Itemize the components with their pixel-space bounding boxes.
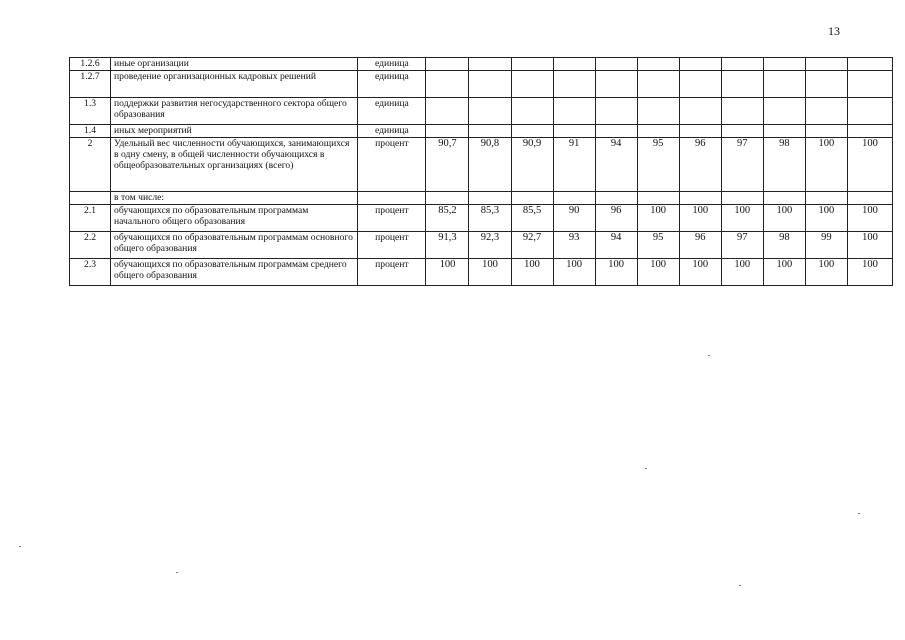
value-cell (426, 125, 469, 138)
scan-speck (19, 546, 21, 547)
scan-speck (858, 513, 860, 514)
value-cell (469, 58, 511, 71)
value-cell: 100 (511, 259, 553, 286)
value-cell: 93 (553, 232, 595, 259)
value-cell (847, 125, 892, 138)
value-cell: 100 (679, 205, 721, 232)
value-cell (469, 125, 511, 138)
row-number: 1.2.6 (70, 58, 111, 71)
value-cell (847, 98, 892, 125)
value-cell (511, 58, 553, 71)
row-number: 1.3 (70, 98, 111, 125)
row-number: 2.1 (70, 205, 111, 232)
value-cell (763, 98, 805, 125)
scan-speck (708, 355, 710, 356)
value-cell (763, 192, 805, 205)
value-cell: 94 (595, 232, 637, 259)
value-cell (679, 98, 721, 125)
unit-of-measure: процент (358, 232, 426, 259)
value-cell: 96 (679, 138, 721, 192)
value-cell: 85,5 (511, 205, 553, 232)
value-cell (721, 192, 763, 205)
indicator-name: в том числе: (111, 192, 358, 205)
table-row (70, 192, 893, 205)
indicator-name: обучающихся по образовательным программам начального общего образования (111, 205, 358, 232)
scan-speck (739, 585, 741, 586)
value-cell (426, 71, 469, 98)
value-cell: 97 (721, 138, 763, 192)
indicators-table (69, 57, 893, 286)
value-cell (511, 192, 553, 205)
value-cell: 90,7 (426, 138, 469, 192)
value-cell: 100 (805, 138, 847, 192)
value-cell (511, 125, 553, 138)
value-cell: 98 (763, 138, 805, 192)
value-cell (595, 125, 637, 138)
value-cell: 100 (847, 138, 892, 192)
value-cell: 100 (763, 205, 805, 232)
value-cell: 100 (637, 259, 679, 286)
value-cell (805, 71, 847, 98)
value-cell (595, 58, 637, 71)
unit-of-measure: единица (358, 98, 426, 125)
unit-of-measure: единица (358, 125, 426, 138)
page-number: 13 (828, 24, 840, 38)
unit-of-measure: единица (358, 71, 426, 98)
value-cell (426, 98, 469, 125)
value-cell: 90 (553, 205, 595, 232)
value-cell: 100 (805, 205, 847, 232)
value-cell: 92,7 (511, 232, 553, 259)
value-cell (847, 192, 892, 205)
value-cell (679, 125, 721, 138)
value-cell (763, 58, 805, 71)
value-cell: 90,9 (511, 138, 553, 192)
table-row (70, 259, 893, 286)
value-cell (721, 98, 763, 125)
unit-of-measure (358, 192, 426, 205)
value-cell (595, 71, 637, 98)
value-cell (847, 58, 892, 71)
value-cell (805, 192, 847, 205)
value-cell: 96 (679, 232, 721, 259)
value-cell (847, 71, 892, 98)
scan-speck (176, 572, 178, 573)
table-row (70, 58, 893, 71)
unit-of-measure: единица (358, 58, 426, 71)
table-row (70, 205, 893, 232)
unit-of-measure: процент (358, 205, 426, 232)
value-cell: 100 (553, 259, 595, 286)
value-cell (679, 192, 721, 205)
indicator-name: поддержки развития негосударственного сектора общего образования (111, 98, 358, 125)
value-cell: 100 (847, 259, 892, 286)
unit-of-measure: процент (358, 138, 426, 192)
value-cell (553, 192, 595, 205)
value-cell: 85,2 (426, 205, 469, 232)
row-number: 2.2 (70, 232, 111, 259)
value-cell (426, 58, 469, 71)
value-cell (469, 192, 511, 205)
value-cell: 95 (637, 232, 679, 259)
value-cell (469, 71, 511, 98)
value-cell: 100 (721, 259, 763, 286)
value-cell (805, 98, 847, 125)
value-cell (763, 71, 805, 98)
indicator-name: обучающихся по образовательным программам основного общего образования (111, 232, 358, 259)
row-number: 1.2.7 (70, 71, 111, 98)
value-cell (553, 58, 595, 71)
value-cell (679, 58, 721, 71)
value-cell: 100 (847, 232, 892, 259)
value-cell: 100 (637, 205, 679, 232)
value-cell: 100 (595, 259, 637, 286)
value-cell (805, 58, 847, 71)
table-row (70, 125, 893, 138)
value-cell (721, 125, 763, 138)
table-row (70, 138, 893, 192)
table-row (70, 232, 893, 259)
value-cell (469, 98, 511, 125)
value-cell (595, 98, 637, 125)
row-number: 1.4 (70, 125, 111, 138)
value-cell: 99 (805, 232, 847, 259)
value-cell: 100 (763, 259, 805, 286)
table-row (70, 98, 893, 125)
table-row (70, 71, 893, 98)
value-cell: 100 (426, 259, 469, 286)
value-cell: 95 (637, 138, 679, 192)
unit-of-measure: процент (358, 259, 426, 286)
value-cell (805, 125, 847, 138)
value-cell (553, 71, 595, 98)
value-cell: 100 (721, 205, 763, 232)
value-cell (721, 58, 763, 71)
indicator-name: иных мероприятий (111, 125, 358, 138)
row-number: 2.3 (70, 259, 111, 286)
value-cell: 100 (679, 259, 721, 286)
value-cell (763, 125, 805, 138)
value-cell: 100 (805, 259, 847, 286)
value-cell (637, 98, 679, 125)
value-cell: 85,3 (469, 205, 511, 232)
row-number (70, 192, 111, 205)
indicator-name: иные организации (111, 58, 358, 71)
value-cell: 91,3 (426, 232, 469, 259)
value-cell: 92,3 (469, 232, 511, 259)
indicator-name: обучающихся по образовательным программам среднего общего образования (111, 259, 358, 286)
value-cell (553, 125, 595, 138)
value-cell: 90,8 (469, 138, 511, 192)
value-cell: 100 (847, 205, 892, 232)
value-cell: 97 (721, 232, 763, 259)
value-cell (637, 58, 679, 71)
table-body (70, 58, 893, 286)
value-cell (511, 71, 553, 98)
value-cell (721, 71, 763, 98)
value-cell (426, 192, 469, 205)
indicator-name: проведение организационных кадровых решений (111, 71, 358, 98)
value-cell (553, 98, 595, 125)
value-cell (637, 125, 679, 138)
row-number: 2 (70, 138, 111, 192)
value-cell: 91 (553, 138, 595, 192)
value-cell: 96 (595, 205, 637, 232)
value-cell (511, 98, 553, 125)
value-cell (637, 192, 679, 205)
value-cell (595, 192, 637, 205)
value-cell: 94 (595, 138, 637, 192)
value-cell: 100 (469, 259, 511, 286)
value-cell (637, 71, 679, 98)
value-cell (679, 71, 721, 98)
value-cell: 98 (763, 232, 805, 259)
indicator-name: Удельный вес численности обучающихся, занимающихся в одну смену, в общей численности обучающихся в общеобразовательных организациях (всего) (111, 138, 358, 192)
scan-speck (645, 468, 647, 469)
